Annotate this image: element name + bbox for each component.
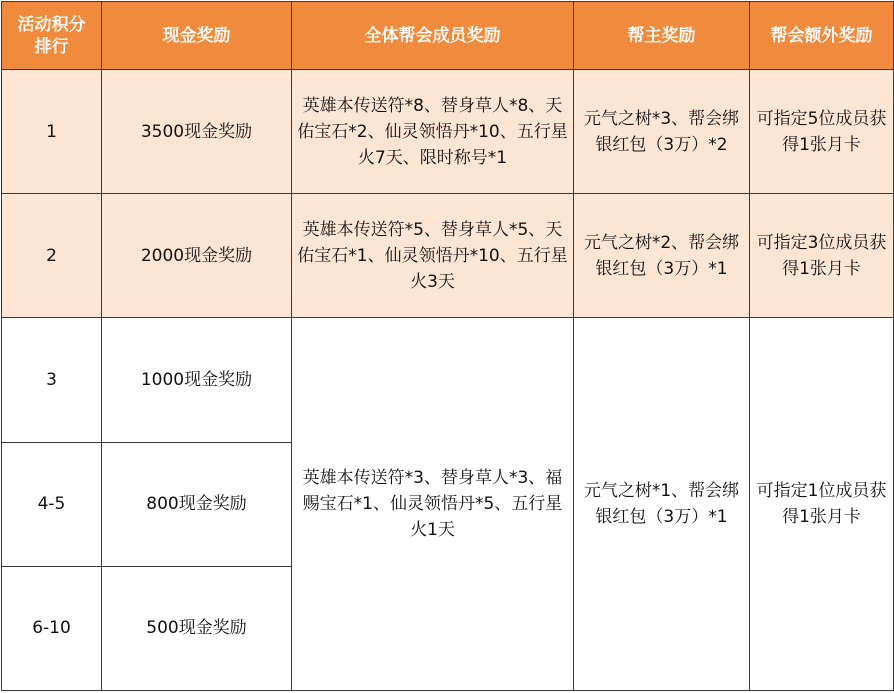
header-rank: 活动积分排行 — [2, 2, 102, 70]
header-cash: 现金奖励 — [102, 2, 292, 70]
header-row — [2, 2, 894, 70]
extra-cell: 可指定3位成员获得1张月卡 — [750, 194, 894, 318]
members-cell: 英雄本传送符*8、替身草人*8、天佑宝石*2、仙灵领悟丹*10、五行星火7天、限时称号*1 — [292, 70, 574, 194]
table-row — [2, 70, 894, 194]
members-cell-shared: 英雄本传送符*3、替身草人*3、福赐宝石*1、仙灵领悟丹*5、五行星火1天 — [292, 318, 574, 691]
header-leader: 帮主奖励 — [574, 2, 750, 70]
reward-table — [1, 1, 894, 691]
cash-cell: 2000现金奖励 — [102, 194, 292, 318]
cash-cell: 500现金奖励 — [102, 566, 292, 690]
table-row — [2, 194, 894, 318]
extra-cell: 可指定5位成员获得1张月卡 — [750, 70, 894, 194]
leader-cell: 元气之树*2、帮会绑银红包（3万）*1 — [574, 194, 750, 318]
rank-cell: 3 — [2, 318, 102, 442]
cash-cell: 800现金奖励 — [102, 442, 292, 566]
rank-cell: 1 — [2, 70, 102, 194]
leader-cell: 元气之树*3、帮会绑银红包（3万）*2 — [574, 70, 750, 194]
header-members: 全体帮会成员奖励 — [292, 2, 574, 70]
rank-cell: 4-5 — [2, 442, 102, 566]
header-extra: 帮会额外奖励 — [750, 2, 894, 70]
cash-cell: 1000现金奖励 — [102, 318, 292, 442]
extra-cell-shared: 可指定1位成员获得1张月卡 — [750, 318, 894, 691]
cash-cell: 3500现金奖励 — [102, 70, 292, 194]
leader-cell-shared: 元气之树*1、帮会绑银红包（3万）*1 — [574, 318, 750, 691]
rank-cell: 2 — [2, 194, 102, 318]
table-row — [2, 318, 894, 442]
rank-cell: 6-10 — [2, 566, 102, 690]
members-cell: 英雄本传送符*5、替身草人*5、天佑宝石*1、仙灵领悟丹*10、五行星火3天 — [292, 194, 574, 318]
